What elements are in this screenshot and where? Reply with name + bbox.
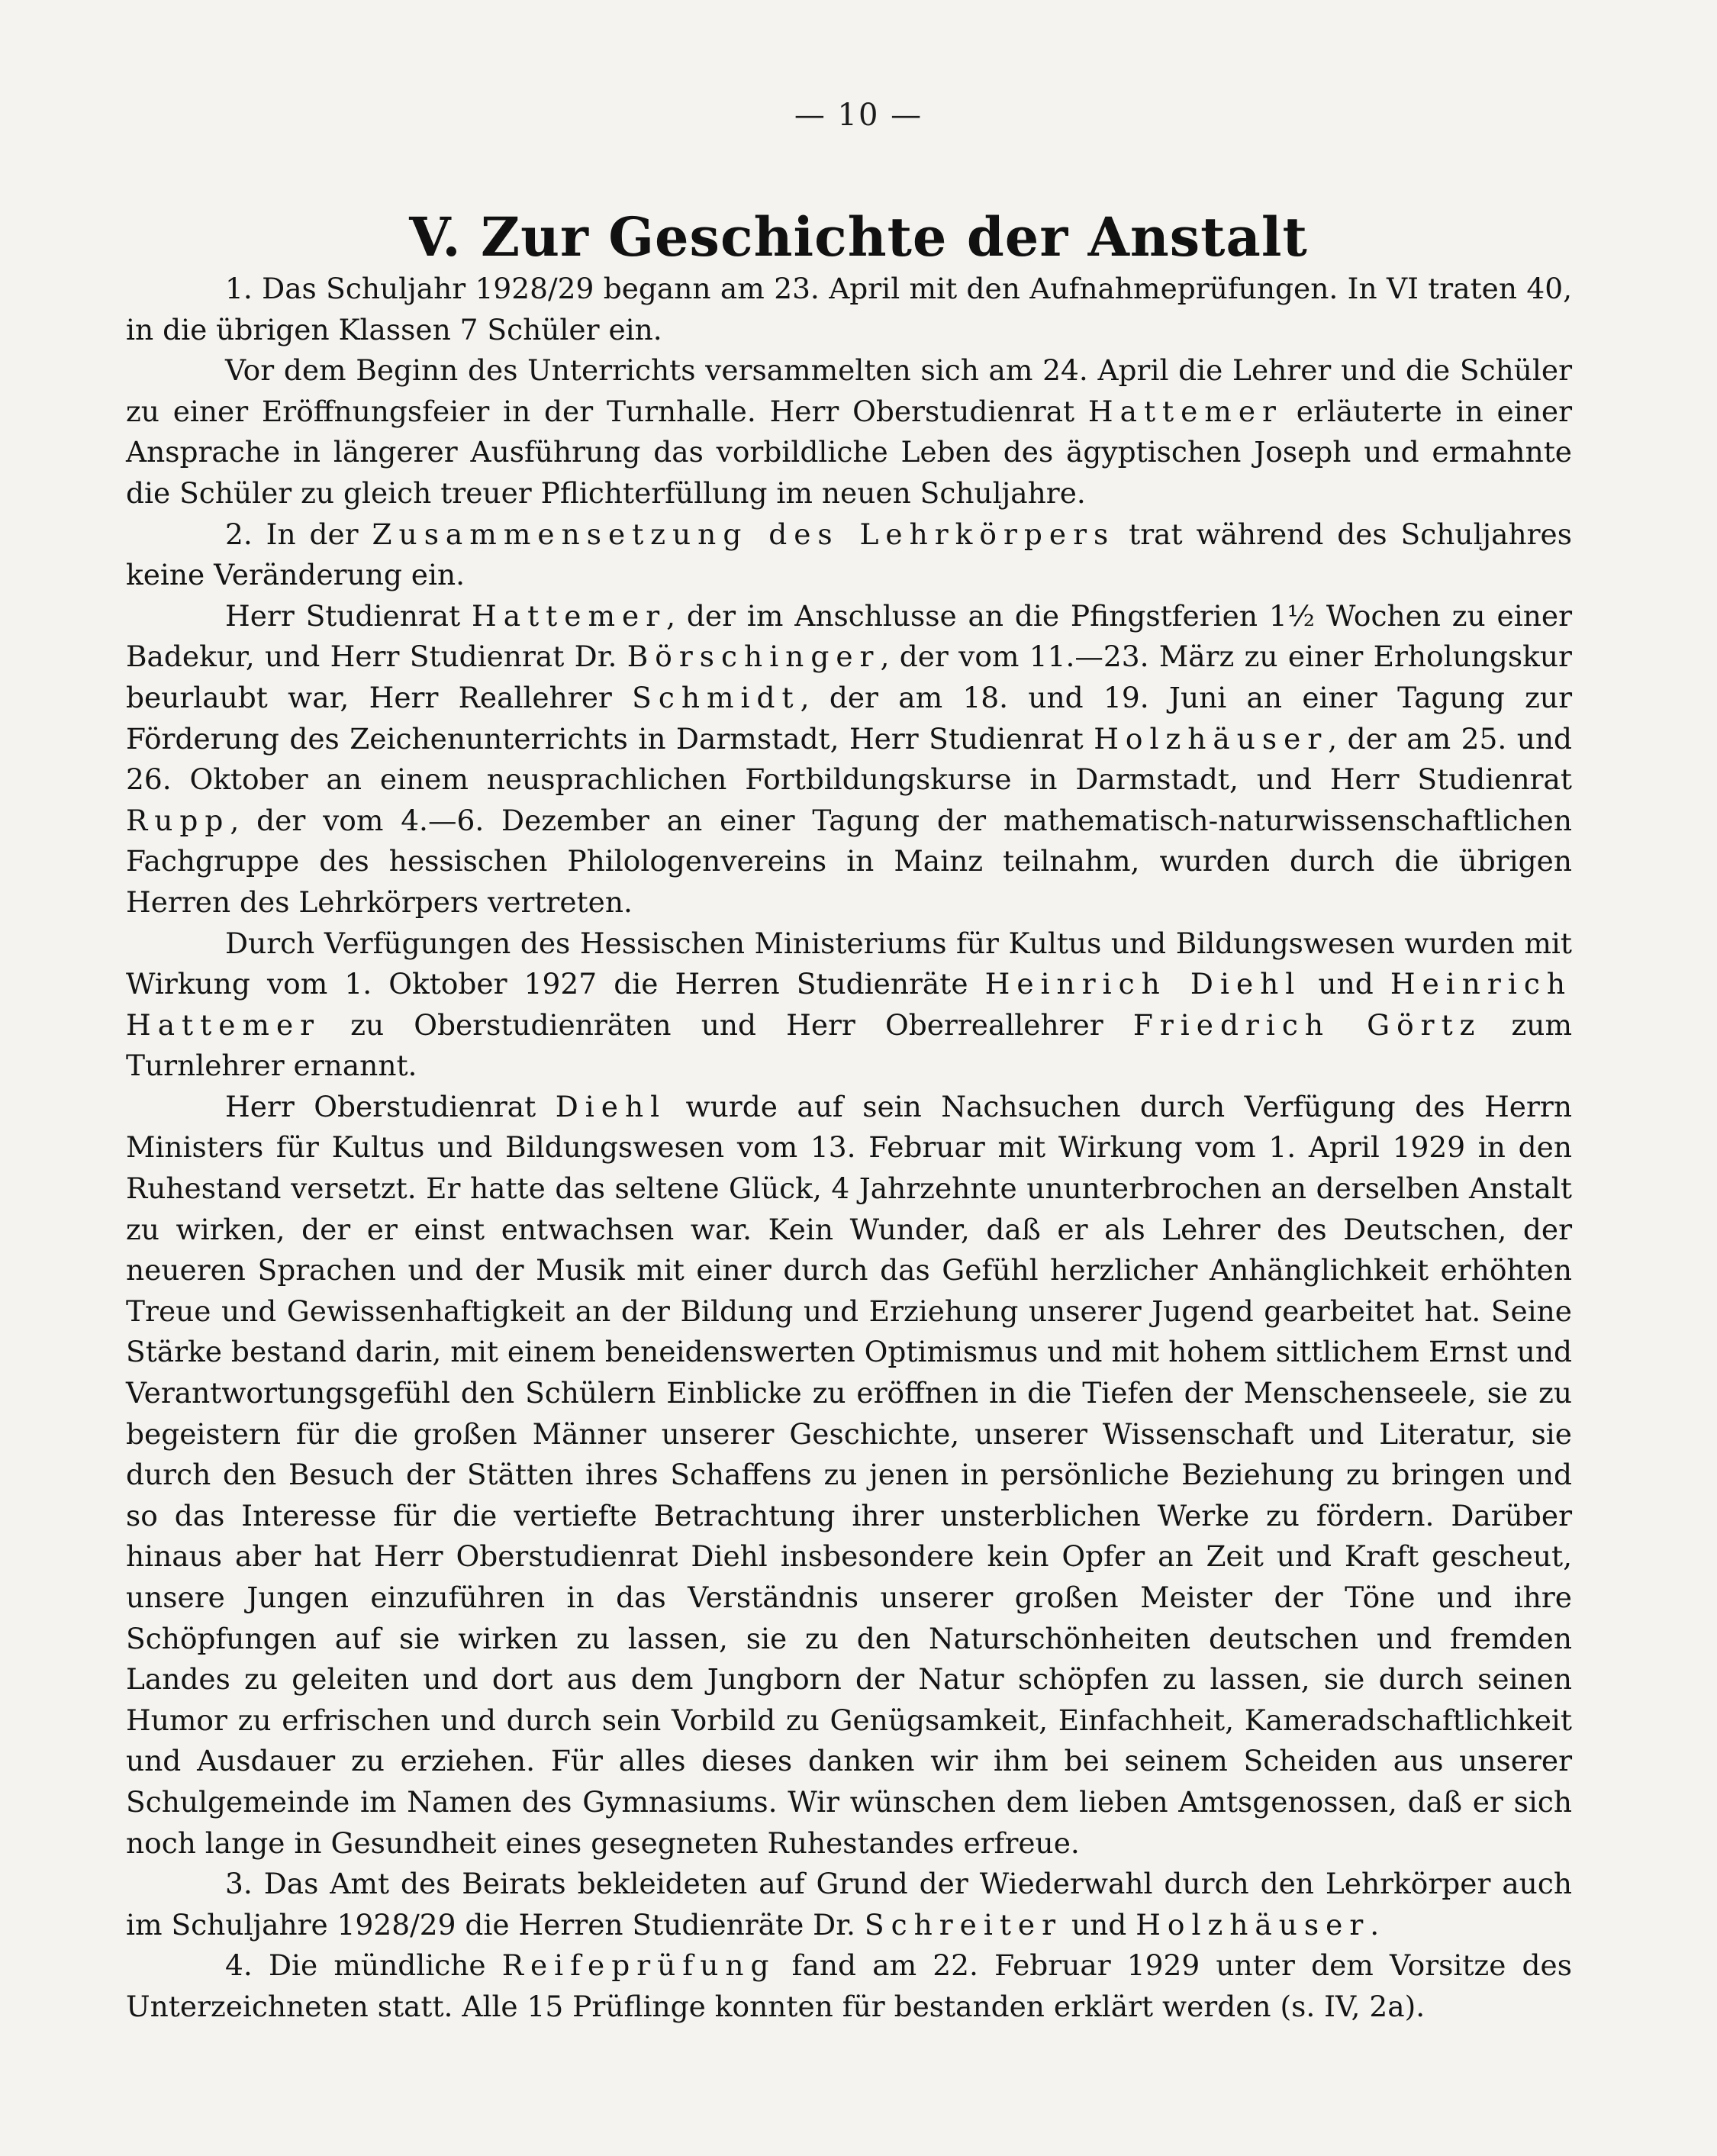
text-segment: , der im Anschlusse an die Pfingstferien 1½ Wochen zu einer Badekur, und Herr Studienrat Dr.: [126, 598, 1572, 674]
paragraph: [126, 1087, 1572, 1864]
text-segment: zum Turnlehrer ernannt.: [126, 1007, 1573, 1083]
spaced-name: Zusammensetzung des Lehrkörpers: [372, 517, 1116, 551]
paragraph: [126, 923, 1572, 1087]
text-segment: wurde auf sein Nachsuchen durch Verfügung des Herrn Ministers für Kultus und Bildungswesen vom 13. Februar mit Wirkung vom 1. April 1929 in den Ruhestand versetzt. Er hatte das seltene Glück, 4 Jahrzehnte ununterbrochen an derselben Anstalt zu wirken, der er einst entwachsen war. Kein Wunder, daß er als Lehrer des Deutschen, der neueren Sprachen und der Musik mit einer durch das Gefühl herzlicher Anhänglichkeit erhöhten Treue und Gewissenhaftigkeit an der Bildung und Erziehung unserer Jugend gearbeitet hat. Seine Stärke bestand darin, mit einem beneidenswerten Optimismus und mit hohem sittlichem Ernst und Verantwortungsgefühl den Schülern Einblicke zu eröffnen in die Tiefen der Menschenseele, sie zu begeistern für die großen Männer unserer Geschichte, unserer Wissenschaft und Literatur, sie durch den Besuch der Stätten ihres Schaffens zu jenen in persönliche Beziehung zu bringen und so das Interesse für die vertiefte Betrachtung ihrer unsterblichen Werke zu fördern. Darüber hinaus aber hat Herr Oberstudienrat Diehl insbesondere kein Opfer an Zeit und Kraft gescheut, unsere Jungen einzuführen in das Verständnis unserer großen Meister der Töne und ihre Schöpfungen auf sie wirken zu lassen, sie zu den Naturschönheiten deutschen und fremden Landes zu geleiten und dort aus dem Jungborn der Natur schöpfen zu lassen, sie durch seinen Humor zu erfrischen und durch sein Vorbild zu Genügsamkeit, Einfachheit, Kameradschaftlichkeit und Ausdauer zu erziehen. Für alles dieses danken wir ihm bei seinem Scheiden aus unserer Schulgemeinde im Namen des Gymnasiums. Wir wünschen dem lieben Amtsgenossen, daß er sich noch lange in Gesundheit eines gesegneten Ruhestandes erfreue.: [126, 1089, 1572, 1860]
text-segment: 1. Das Schuljahr 1928/29 begann am 23. April mit den Aufnahmeprüfungen. In VI traten 40, in die übrigen Klassen 7 Schüler ein.: [126, 272, 1572, 346]
paragraph: [126, 514, 1572, 596]
text-segment: erläuterte in einer Ansprache in längerer Ausführung das vorbildliche Leben des ägyptischen Joseph und ermahnte die Schüler zu gleich treuer Pflichterfüllung im neuen Schuljahre.: [126, 394, 1572, 510]
text-segment: Vor dem Beginn des Unterrichts versammelten sich am 24. April die Lehrer und die Schüler zu einer Eröffnungsfeier in der Turnhalle. Herr Oberstudienrat: [126, 353, 1572, 428]
paragraph: [126, 596, 1572, 923]
spaced-name: Reifeprüfung: [501, 1948, 776, 1983]
spaced-name: Friedrich Görtz: [1132, 1007, 1482, 1042]
text-segment: .: [1370, 1907, 1380, 1942]
text-segment: zu Oberstudienräten und Herr Oberreallehrer: [321, 1007, 1133, 1042]
text-segment: und: [1301, 967, 1390, 1001]
paragraph: [126, 1864, 1572, 1945]
text-segment: , der vom 11.—23. März zu einer Erholungskur beurlaubt war, Herr Reallehrer: [126, 640, 1572, 714]
text-segment: Durch Verfügungen des Hessischen Ministeriums für Kultus und Bildungswesen wurden mit Wirkung vom 1. Oktober 1927 die Herren Studienräte: [126, 926, 1572, 1001]
spaced-name: Diehl: [555, 1089, 667, 1123]
section-title: V. Zur Geschichte der Anstalt: [409, 205, 1308, 269]
spaced-name: Holzhäuser: [1136, 1907, 1371, 1942]
text-segment: 4. Die mündliche: [225, 1948, 502, 1983]
spaced-name: Holzhäuser: [1094, 721, 1329, 756]
text-segment: Herr Studienrat: [225, 598, 472, 633]
paragraph: [126, 1945, 1572, 2027]
paragraph: [126, 350, 1572, 514]
spaced-name: Schreiter: [864, 1907, 1063, 1942]
spaced-name: Heinrich Hattemer: [126, 967, 1572, 1042]
body-text: [126, 269, 1572, 2028]
spaced-name: Schmidt: [632, 680, 801, 714]
spaced-name: Börschinger: [627, 640, 881, 674]
text-segment: , der vom 4.—6. Dezember an einer Tagung der mathematisch-naturwissenschaftlichen Fachgruppe des hessischen Philologenvereins in Mainz teilnahm, wurden durch die übrigen Herren des Lehrkörpers vertreten.: [126, 803, 1572, 919]
text-segment: 2. In der: [225, 517, 372, 551]
spaced-name: Hattemer: [1087, 394, 1283, 428]
text-segment: fand am 22. Februar 1929 unter dem Vorsitze des Unterzeichneten statt. Alle 15 Prüflinge konnten für bestanden erklärt werden (s. IV, 2a).: [126, 1948, 1572, 2023]
spaced-name: Heinrich Diehl: [984, 967, 1302, 1001]
text-segment: trat während des Schuljahres keine Veränderung ein.: [126, 517, 1572, 592]
text-segment: , der am 18. und 19. Juni an einer Tagung zur Förderung des Zeichenunterrichts in Darmstadt, Herr Studienrat: [126, 680, 1572, 756]
paragraph: [126, 269, 1572, 350]
text-segment: 3. Das Amt des Beirats bekleideten auf Grund der Wiederwahl durch den Lehrkörper auch im Schuljahre 1928/29 die Herren Studienräte Dr.: [126, 1867, 1572, 1942]
text-segment: und: [1062, 1907, 1136, 1942]
spaced-name: Rupp: [126, 803, 230, 837]
text-segment: , der am 25. und 26. Oktober an einem neusprachlichen Fortbildungskurse in Darmstadt, und Herr Studienrat: [126, 721, 1572, 797]
text-segment: Herr Oberstudienrat: [225, 1089, 556, 1123]
spaced-name: Hattemer: [472, 598, 667, 633]
page-number: — 10 —: [794, 98, 923, 133]
